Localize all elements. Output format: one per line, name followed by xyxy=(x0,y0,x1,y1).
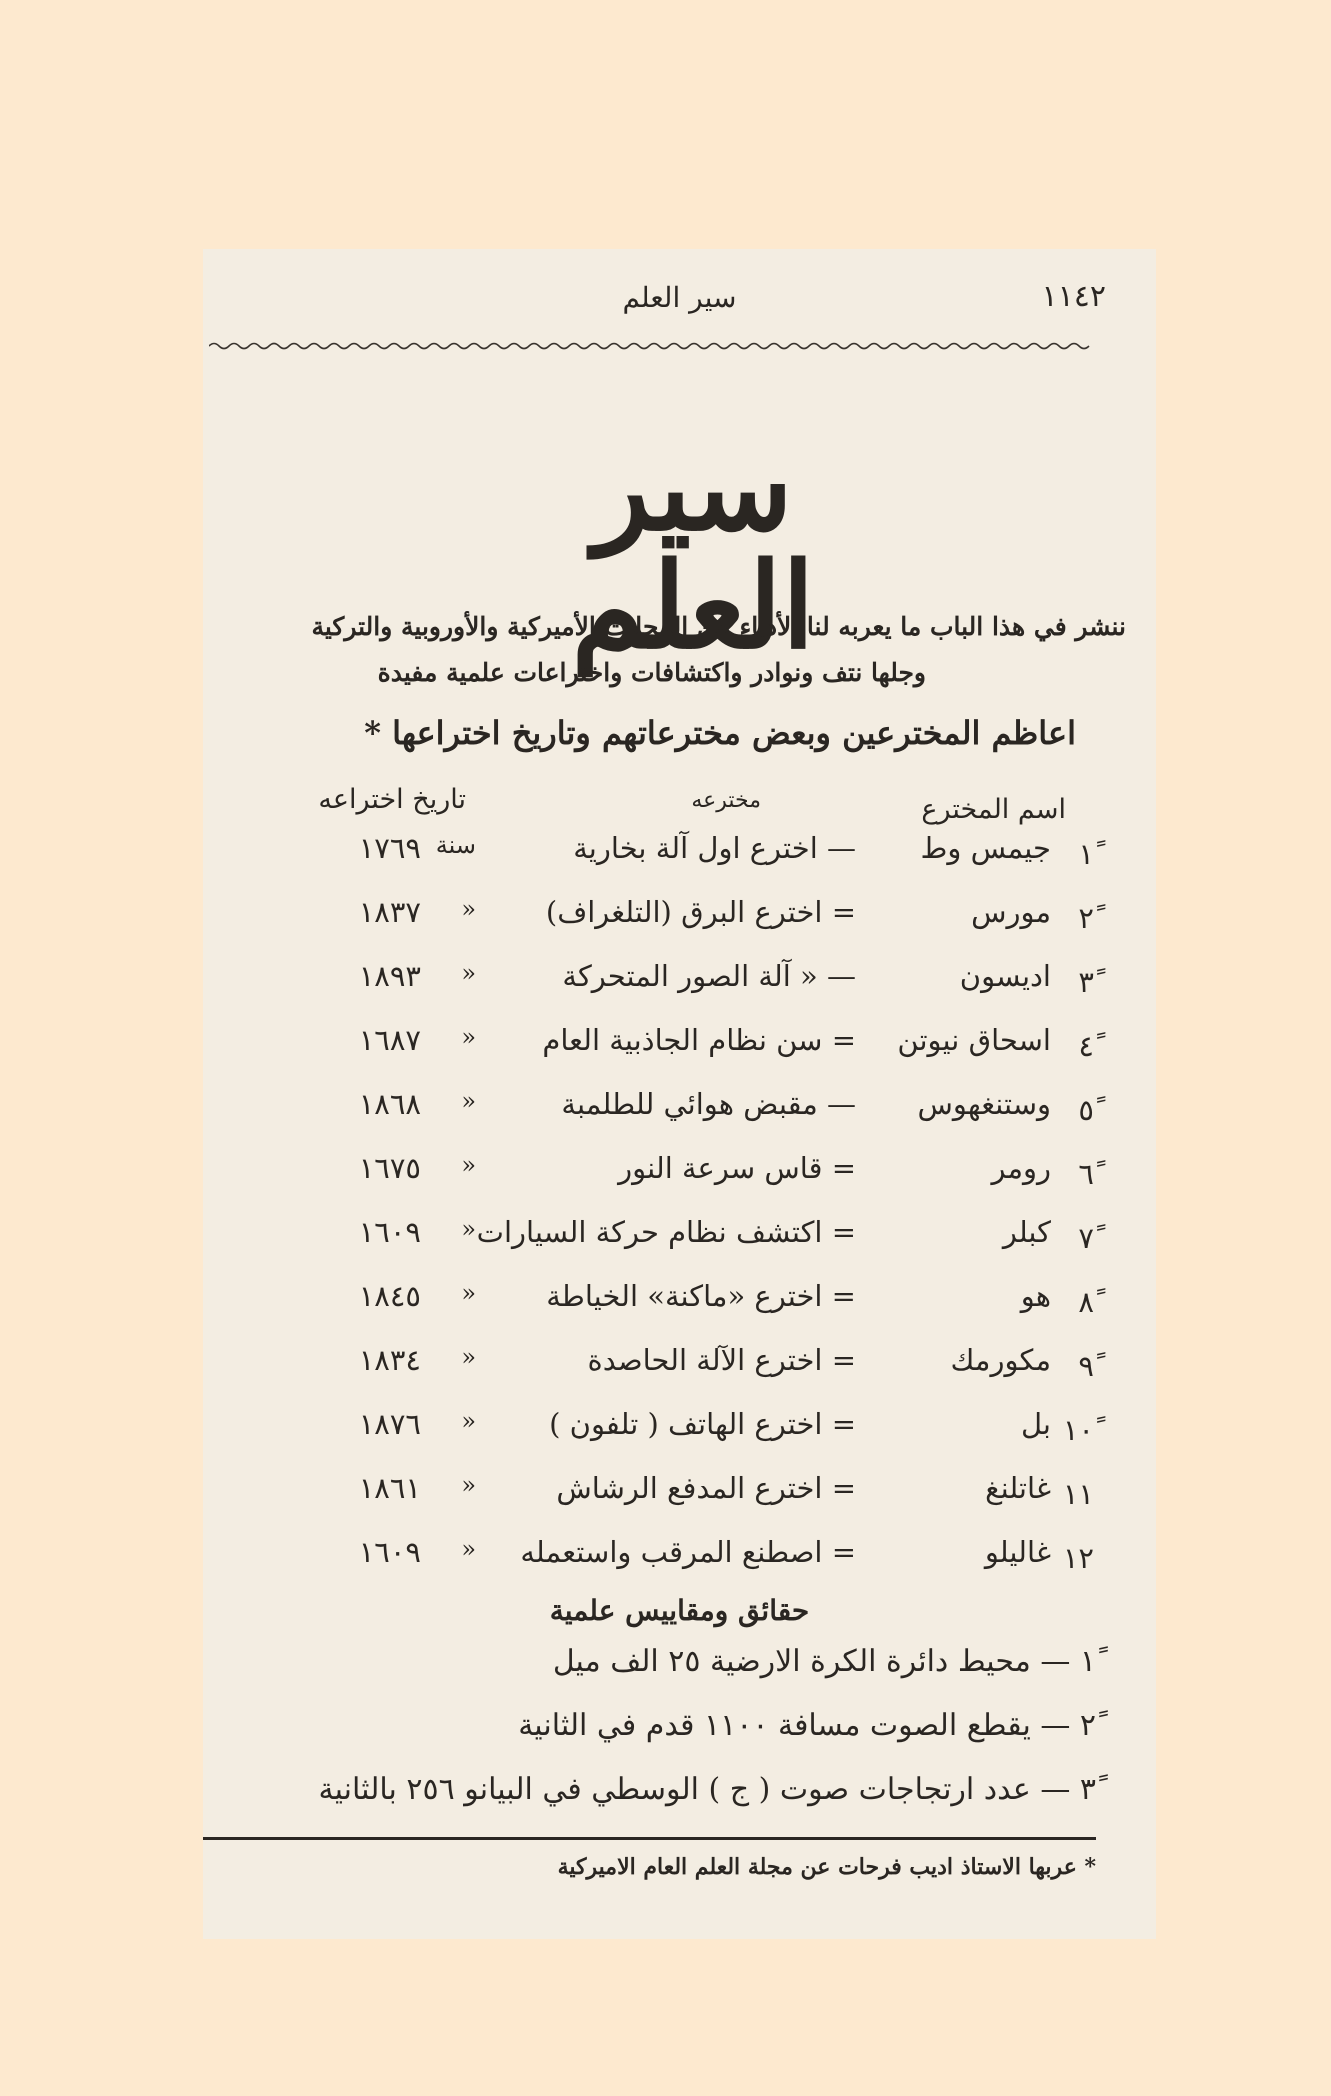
row-number: ٧ً xyxy=(1078,1221,1094,1255)
invention-year: ١٦٠٩ xyxy=(358,1215,421,1249)
list-item: ٢ً — يقطع الصوت مسافة ١١٠٠ قدم في الثانية xyxy=(518,1708,1096,1743)
invention-year: ١٨٦١ xyxy=(358,1471,421,1505)
table-row xyxy=(203,893,1156,957)
invention-year: ١٨٧٦ xyxy=(358,1407,421,1441)
inventor-name: بل xyxy=(1020,1407,1051,1441)
running-head xyxy=(253,279,1106,329)
row-number: ٢ً xyxy=(1078,901,1094,935)
row-number: ٨ً xyxy=(1078,1285,1094,1319)
ditto-mark: « xyxy=(461,1407,476,1435)
invention-year: ١٦٨٧ xyxy=(358,1023,421,1057)
invention-text: = اخترع الهاتف ( تلفون ) xyxy=(549,1407,856,1441)
invention-text: — « آلة الصور المتحركة xyxy=(562,959,856,993)
table-row xyxy=(203,1021,1156,1085)
row-number: ١٠ً xyxy=(1062,1413,1094,1447)
table-row xyxy=(203,829,1156,893)
row-number: ١ً xyxy=(1078,837,1094,871)
invention-text: = اخترع الآلة الحاصدة xyxy=(587,1343,856,1377)
row-number: ٦ً xyxy=(1078,1157,1094,1191)
invention-year: ١٦٧٥ xyxy=(358,1151,421,1185)
table-row xyxy=(203,1533,1156,1597)
invention-text: = اخترع البرق (التلغراف) xyxy=(545,895,856,929)
invention-text: = اصطنع المرقب واستعمله xyxy=(520,1535,856,1569)
invention-text: — مقبض هوائي للطلمبة xyxy=(561,1087,856,1121)
inventor-name: هو xyxy=(1020,1279,1051,1313)
ditto-mark: « xyxy=(461,959,476,987)
inventor-name: وستنغهوس xyxy=(917,1087,1051,1121)
row-number: ٩ً xyxy=(1078,1349,1094,1383)
invention-year: ١٨٦٨ xyxy=(358,1087,421,1121)
inventor-name: غاتلنغ xyxy=(985,1471,1051,1505)
invention-text: — اخترع اول آلة بخارية xyxy=(573,831,856,865)
ditto-mark: « xyxy=(461,1023,476,1051)
facts-list xyxy=(223,1644,1096,1836)
table-row xyxy=(203,1341,1156,1405)
table-row xyxy=(203,1277,1156,1341)
inventor-name: رومر xyxy=(991,1151,1051,1185)
inventor-name: اسحاق نيوتن xyxy=(897,1023,1051,1057)
footnote-divider xyxy=(203,1837,1096,1840)
logo-title: سير العلم xyxy=(571,418,815,675)
ditto-mark: « xyxy=(461,1343,476,1371)
page-number: ١١٤٢ xyxy=(1041,279,1106,314)
table-row xyxy=(203,1149,1156,1213)
table-row xyxy=(203,1213,1156,1277)
facts-section-title: حقائق ومقاييس علمية xyxy=(549,1594,810,1627)
ditto-mark: سنة xyxy=(435,831,476,859)
inventors-table-title: اعاظم المخترعين وبعض مخترعاتهم وتاريخ اختراعها * xyxy=(364,714,1076,752)
invention-year: ١٧٦٩ xyxy=(358,831,421,865)
running-title: سير العلم xyxy=(622,281,737,314)
row-number: ٤ً xyxy=(1078,1029,1094,1063)
ditto-mark: « xyxy=(461,1215,476,1243)
invention-text: = اكتشف نظام حركة السيارات xyxy=(476,1215,856,1249)
ditto-mark: « xyxy=(461,1471,476,1499)
table-row xyxy=(203,1469,1156,1533)
ditto-mark: « xyxy=(461,1087,476,1115)
table-row xyxy=(203,1405,1156,1469)
ditto-mark: « xyxy=(461,1279,476,1307)
inventor-name: مكورمك xyxy=(950,1343,1051,1377)
inventor-name: اديسون xyxy=(959,959,1051,993)
invention-text: = قاس سرعة النور xyxy=(618,1151,856,1185)
inventor-name: كبلر xyxy=(1002,1215,1051,1249)
invention-text: = سن نظام الجاذبية العام xyxy=(542,1023,856,1057)
invention-year: ١٨٣٤ xyxy=(358,1343,421,1377)
header-invention-date: تاريخ اختراعه xyxy=(318,784,466,815)
wavy-rule-divider xyxy=(209,341,1096,351)
intro-line-1: ننشر في هذا الباب ما يعربه لنا الأدباء عن المجلات الأميركية والأوروبية والتركية xyxy=(311,612,1126,641)
invention-text: = اخترع «ماكنة» الخياطة xyxy=(546,1279,856,1313)
row-number: ١١ xyxy=(1062,1477,1094,1511)
inventor-name: مورس xyxy=(971,895,1051,929)
intro-line-2: وجلها نتف ونوادر واكتشافات واختراعات علمية مفيدة xyxy=(377,658,926,687)
header-invention: مخترعه xyxy=(691,788,761,813)
header-inventor-name: اسم المخترع xyxy=(921,794,1066,825)
invention-year: ١٦٠٩ xyxy=(358,1535,421,1569)
row-number: ١٢ xyxy=(1062,1541,1094,1575)
table-column-headers xyxy=(203,784,1156,824)
list-item: ١ً — محيط دائرة الكرة الارضية ٢٥ الف ميل xyxy=(552,1644,1096,1679)
table-row xyxy=(203,957,1156,1021)
table-row xyxy=(203,1085,1156,1149)
inventor-name: غاليلو xyxy=(984,1535,1051,1569)
list-item: ٣ً — عدد ارتجاجات صوت ( ج ) الوسطي في البيانو ٢٥٦ بالثانية xyxy=(318,1772,1096,1807)
invention-text: = اخترع المدفع الرشاش xyxy=(556,1471,856,1505)
ditto-mark: « xyxy=(461,895,476,923)
invention-year: ١٨٤٥ xyxy=(358,1279,421,1313)
row-number: ٥ً xyxy=(1078,1093,1094,1127)
footnote: * عربها الاستاذ اديب فرحات عن مجلة العلم العام الاميركية xyxy=(557,1854,1096,1880)
intro-paragraph xyxy=(233,604,1126,696)
inventor-name: جيمس وط xyxy=(920,831,1051,865)
invention-year: ١٨٣٧ xyxy=(358,895,421,929)
ditto-mark: « xyxy=(461,1151,476,1179)
row-number: ٣ً xyxy=(1078,965,1094,999)
document-page xyxy=(203,249,1156,1939)
invention-year: ١٨٩٣ xyxy=(358,959,421,993)
ditto-mark: « xyxy=(461,1535,476,1563)
